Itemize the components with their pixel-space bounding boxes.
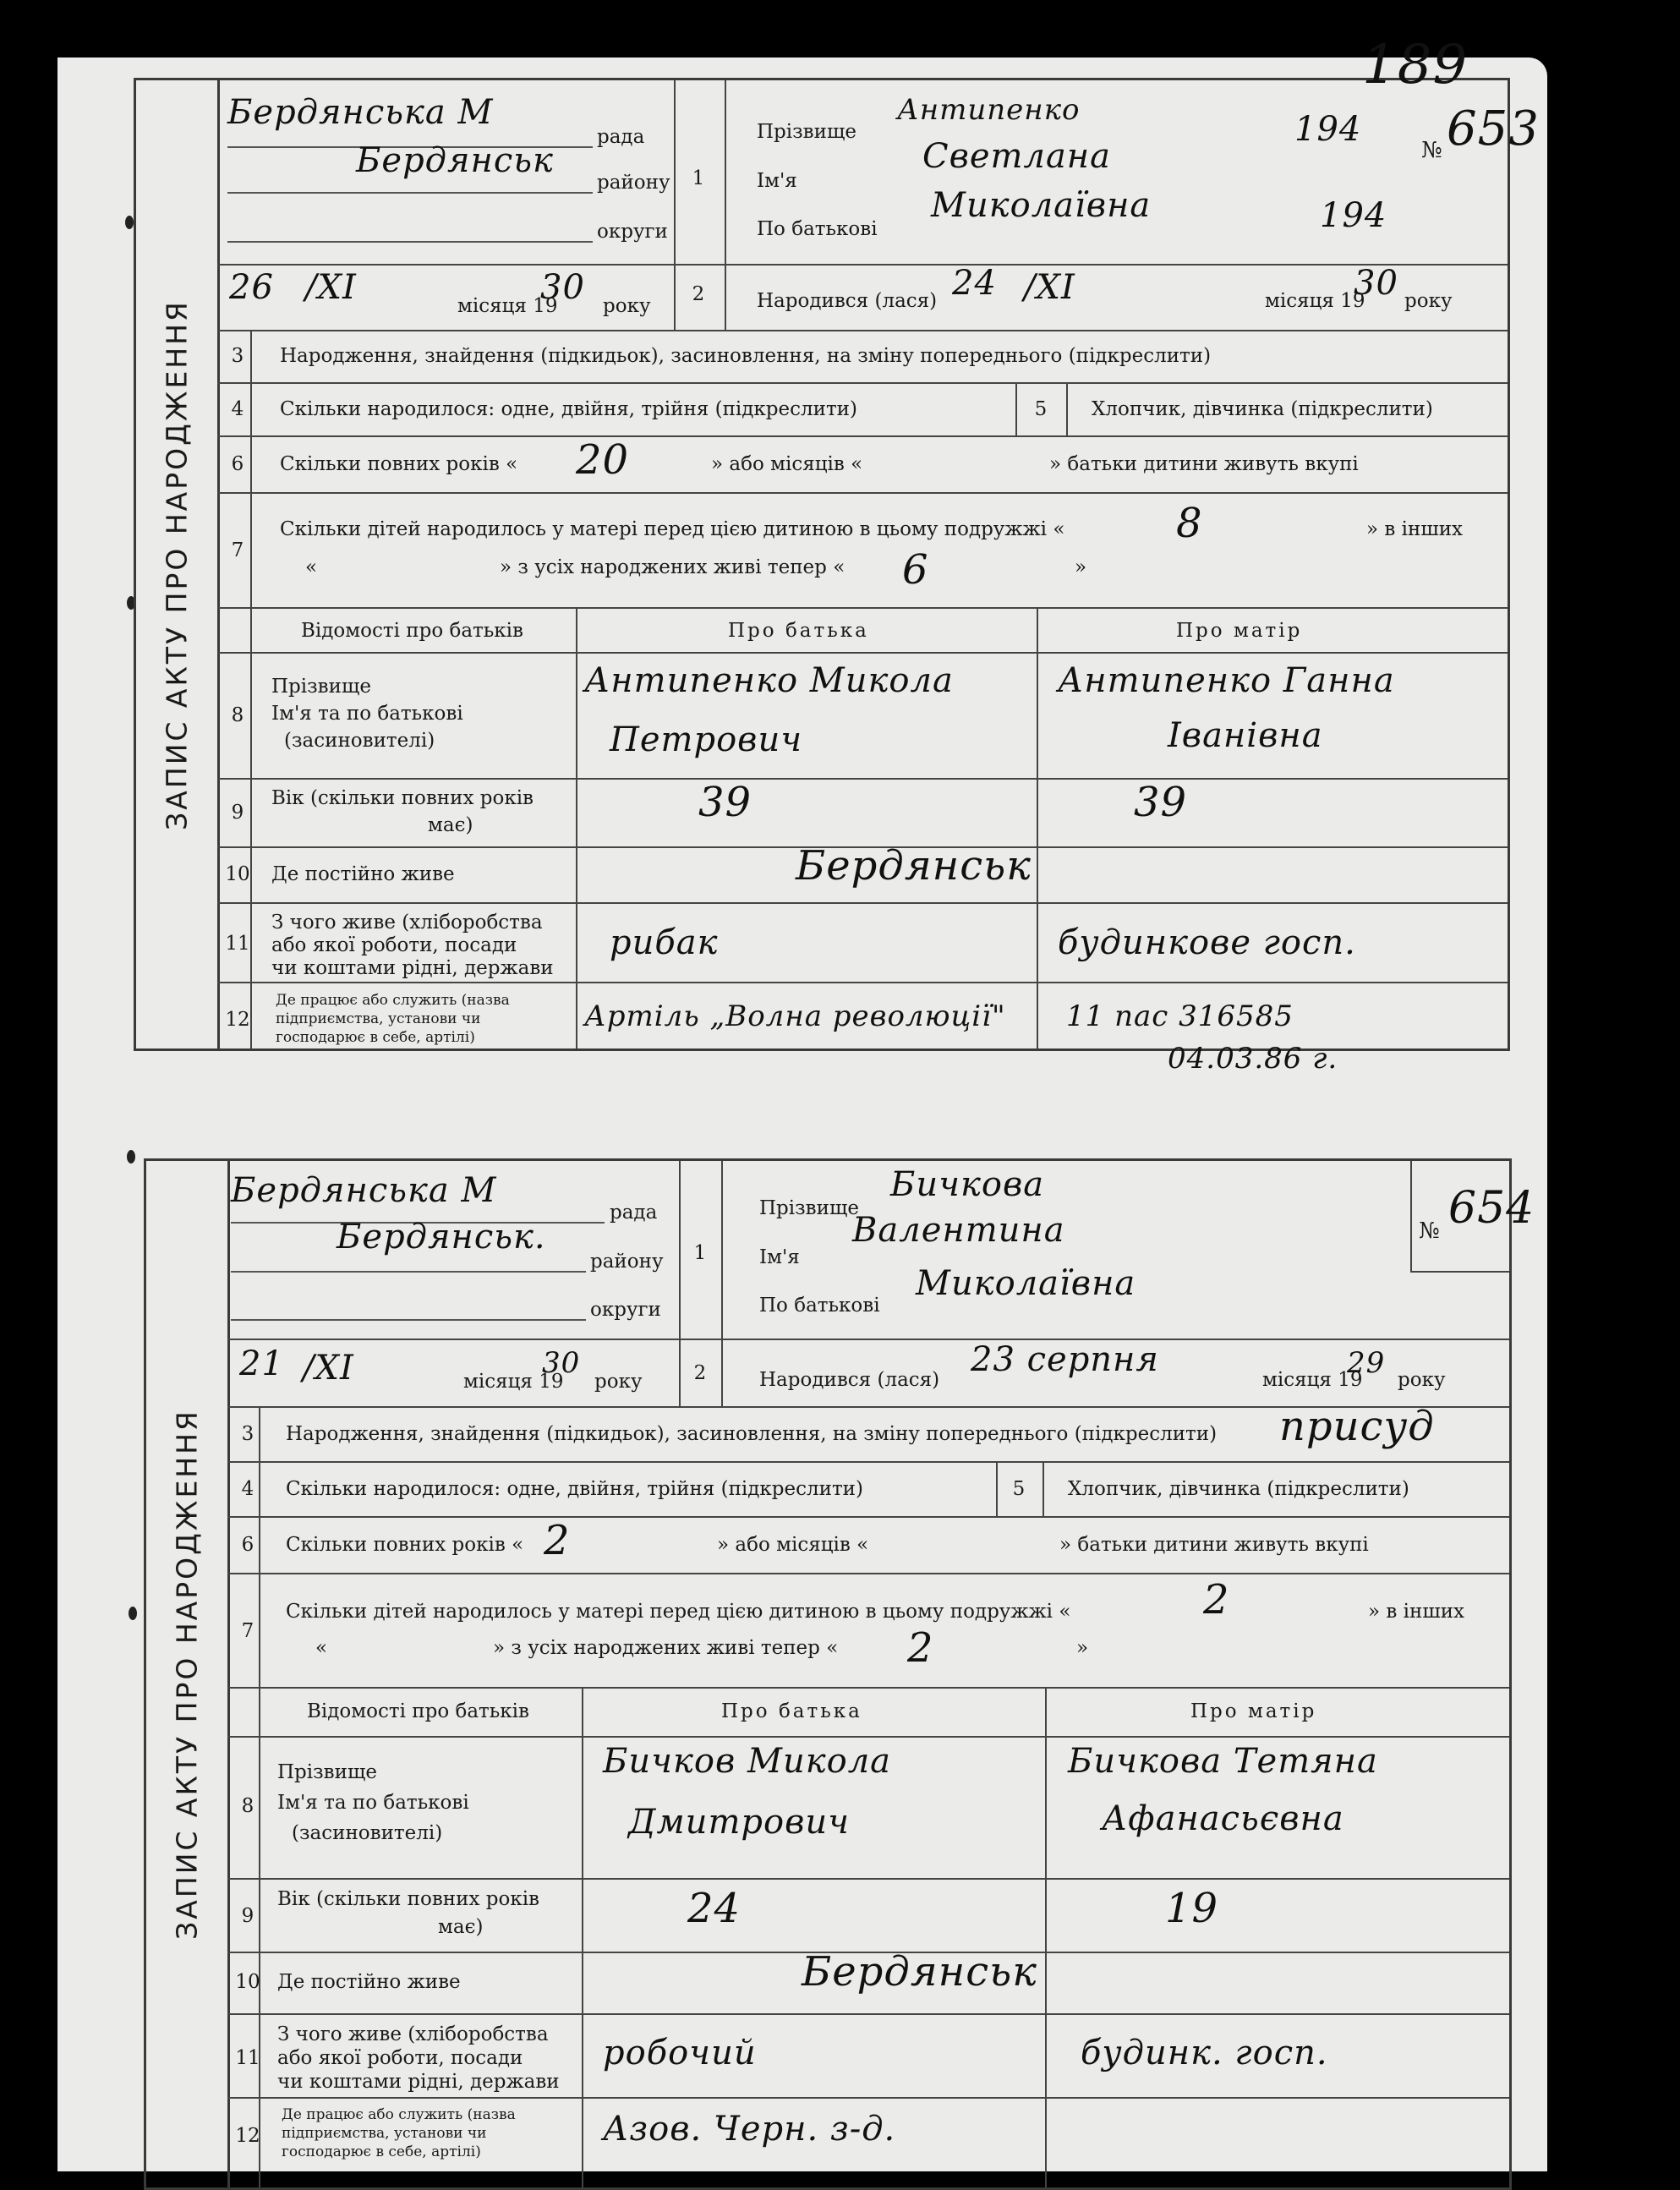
father-workplace: Артіль „Волна революції" [584, 999, 1006, 1033]
residence-label: Де постійно живе [277, 1971, 461, 1993]
row-number: 5 [1012, 1478, 1026, 1500]
father-occupation: рибак [610, 923, 719, 962]
alive-label: » з усіх народжених живі тепер « [493, 1637, 839, 1659]
residence: Бердянськ [796, 842, 1032, 890]
mother-occupation: будинкове госп. [1058, 923, 1356, 962]
occupation-label: або якої роботи, посади [271, 934, 517, 956]
registration-day: 26 [229, 268, 274, 307]
birth-year-label: року [1404, 290, 1453, 312]
parent-name-label: Прізвище [271, 676, 371, 698]
age-label: Вік (скільки повних років [277, 1888, 539, 1910]
margin-note-b: 194 [1320, 196, 1387, 235]
mother-column-header: Про матір [1176, 620, 1303, 642]
district-label: району [597, 172, 670, 194]
occupation-label: З чого живе (хліборобства [277, 2023, 549, 2045]
row-number: 3 [231, 345, 244, 367]
reg-year-label: року [603, 295, 651, 317]
birth-label: Народився (лася) [759, 1369, 940, 1391]
birth-label: Народився (лася) [757, 290, 938, 312]
row-number: 9 [241, 1905, 254, 1927]
record-number: 654 [1448, 1183, 1535, 1234]
mother-name-line1: Антипенко Ганна [1058, 661, 1395, 700]
age-label: має) [428, 814, 473, 836]
father-column-header: Про батька [721, 1700, 862, 1722]
workplace-label: підприємства, установи чи [282, 2125, 487, 2142]
registration-year: 30 [540, 268, 585, 307]
births-count-label: Скільки народилося: одне, двійня, трійня (підкреслити) [280, 398, 857, 420]
parent-name-label: Ім'я та по батькові [271, 703, 463, 725]
child-name: Светлана [922, 137, 1111, 176]
age-label: Вік (скільки повних років [271, 787, 534, 809]
parents-info-header: Відомості про батьків [307, 1700, 529, 1722]
record-sidebar: ЗАПИС АКТУ ПРО НАРОДЖЕННЯ [136, 80, 220, 1048]
row-number: 10 [225, 863, 250, 885]
row-number: 8 [241, 1795, 254, 1817]
births-count-label: Скільки народилося: одне, двійня, трійня (підкреслити) [286, 1478, 863, 1500]
workplace-label: господарює в себе, артілі) [282, 2143, 481, 2160]
other-label: » в інших [1368, 1601, 1465, 1623]
registration-day: 21 [239, 1344, 284, 1383]
quote-label: « [315, 1637, 328, 1659]
years-together-label: Скільки повних років « [280, 453, 518, 475]
patronymic-label: По батькові [759, 1295, 880, 1317]
birth-month-label: місяця 19 [1265, 290, 1365, 312]
occupation-label: чи коштами рідні, держави [271, 957, 554, 979]
council-label: рада [597, 126, 645, 148]
quote-label: » [1076, 1637, 1089, 1659]
row-number: 12 [225, 1009, 250, 1031]
mother-age: 39 [1134, 779, 1188, 826]
other-label: » в інших [1366, 518, 1464, 540]
father-age: 24 [687, 1885, 741, 1932]
margin-note-top: 189 [1362, 34, 1469, 96]
father-age: 39 [698, 779, 752, 826]
child-patronymic: Миколаївна [916, 1264, 1136, 1303]
council-label: рада [610, 1202, 658, 1224]
months-label: » або місяців « [717, 1534, 869, 1556]
mother-name-line1: Бичкова Тетяна [1068, 1742, 1378, 1781]
event-type-label: Народження, знайдення (підкидьок), засиновлення, на зміну попереднього (підкреслити) [280, 345, 1212, 367]
years-together: 20 [576, 436, 630, 484]
annotation-date: 04.03.86 г. [1168, 1042, 1338, 1076]
sex-label: Хлопчик, дівчинка (підкреслити) [1068, 1478, 1409, 1500]
record-number: 653 [1447, 101, 1540, 156]
row-number: 5 [1034, 398, 1048, 420]
birth-month: /XI [1024, 268, 1075, 307]
child-surname: Антипенко [897, 93, 1081, 127]
child-name: Валентина [852, 1211, 1065, 1250]
years-together: 2 [544, 1517, 571, 1564]
birth-record-654 [144, 1158, 1535, 2190]
number-sign: № [1421, 138, 1442, 163]
row-number: 10 [235, 1971, 260, 1993]
age-label: має) [438, 1916, 484, 1938]
child-patronymic: Миколаївна [931, 186, 1152, 225]
birth-year: 30 [1354, 264, 1398, 303]
child-surname: Бичкова [890, 1165, 1045, 1204]
mother-name-line2: Іванівна [1168, 716, 1323, 755]
children-before: 2 [1203, 1576, 1230, 1623]
row-number: 11 [235, 2047, 260, 2069]
parents-together-label: » батьки дитини живуть вкупі [1059, 1534, 1369, 1556]
region-label: округи [590, 1299, 661, 1321]
registration-month: /XI [305, 268, 357, 307]
name-label: Ім'я [759, 1246, 800, 1268]
occupation-label: або якої роботи, посади [277, 2047, 523, 2069]
region-label: округи [597, 221, 668, 243]
parent-name-label: (засиновителі) [284, 730, 435, 752]
parent-name-label: (засиновителі) [292, 1822, 443, 1844]
father-name-line1: Антипенко Микола [584, 661, 954, 700]
birth-date: 23 серпня [971, 1340, 1159, 1379]
row-number: 4 [231, 398, 244, 420]
father-name-line2: Петрович [610, 720, 803, 759]
parent-name-label: Ім'я та по батькові [277, 1792, 469, 1814]
surname-label: Прізвище [759, 1197, 859, 1219]
row-number: 12 [235, 2125, 260, 2147]
residence: Бердянськ [802, 1948, 1037, 1996]
children-before-label: Скільки дітей народилось у матері перед цією дитиною в цьому подружжі « [280, 518, 1065, 540]
district-name: Бердянськ [356, 141, 554, 180]
row-number: 8 [231, 704, 244, 726]
alive-label: » з усіх народжених живі тепер « [500, 556, 845, 578]
number-sign: № [1419, 1218, 1440, 1244]
registration-month: /XI [303, 1349, 354, 1388]
row-number: 7 [231, 539, 244, 561]
workplace-label: Де працює або служить (назва [282, 2106, 516, 2123]
residence-label: Де постійно живе [271, 863, 455, 885]
row-number: 11 [225, 933, 250, 955]
row-number: 1 [692, 167, 705, 189]
children-alive: 2 [907, 1624, 934, 1672]
mother-occupation: будинк. госп. [1081, 2034, 1328, 2072]
mother-age: 19 [1165, 1885, 1219, 1932]
father-column-header: Про батька [728, 620, 869, 642]
mother-name-line2: Афанасьєвна [1102, 1799, 1344, 1838]
parent-name-label: Прізвище [277, 1761, 377, 1783]
row-number: 7 [241, 1620, 254, 1642]
birth-month-label: місяця 19 [1262, 1369, 1363, 1391]
children-alive: 6 [902, 546, 929, 594]
birth-day: 24 [952, 264, 997, 303]
quote-label: » [1075, 556, 1087, 578]
months-label: » або місяців « [711, 453, 863, 475]
name-label: Ім'я [757, 170, 797, 192]
row-number: 6 [231, 453, 244, 475]
birth-year: 29 [1347, 1346, 1386, 1380]
registration-year: 30 [542, 1346, 581, 1380]
father-name-line2: Дмитрович [628, 1803, 850, 1842]
district-name: Бердянськ. [337, 1218, 546, 1257]
row-number: 1 [693, 1242, 707, 1264]
council-name: Бердянська М [231, 1171, 497, 1210]
reg-year-label: року [594, 1371, 643, 1393]
district-label: району [590, 1251, 664, 1273]
occupation-label: З чого живе (хліборобства [271, 912, 543, 933]
children-before-label: Скільки дітей народилось у матері перед цією дитиною в цьому подружжі « [286, 1601, 1071, 1623]
row-number: 2 [693, 1362, 707, 1384]
row-number: 9 [231, 802, 244, 824]
event-type-label: Народження, знайдення (підкидьок), засиновлення, на зміну попереднього (підкреслити) [286, 1423, 1218, 1445]
quote-label: « [305, 556, 318, 578]
years-together-label: Скільки повних років « [286, 1534, 524, 1556]
birth-year-label: року [1398, 1369, 1446, 1391]
father-workplace: Азов. Черн. з-д. [603, 2110, 896, 2149]
occupation-label: чи коштами рідні, держави [277, 2071, 560, 2093]
parents-together-label: » батьки дитини живуть вкупі [1049, 453, 1359, 475]
sex-label: Хлопчик, дівчинка (підкреслити) [1092, 398, 1433, 420]
row-number: 3 [241, 1423, 254, 1445]
punch-hole [129, 1607, 137, 1620]
workplace-label: господарює в себе, артілі) [276, 1029, 475, 1046]
father-name-line1: Бичков Микола [603, 1742, 892, 1781]
parents-info-header: Відомості про батьків [301, 620, 523, 642]
punch-hole [125, 216, 134, 229]
mother-column-header: Про матір [1190, 1700, 1317, 1722]
row-number: 2 [692, 283, 705, 305]
council-name: Бердянська М [227, 93, 494, 132]
workplace-label: Де працює або служить (назва [276, 992, 510, 1009]
event-note: присуд [1279, 1403, 1435, 1450]
workplace-label: підприємства, установи чи [276, 1010, 481, 1027]
father-occupation: робочий [603, 2034, 757, 2072]
children-before: 8 [1176, 500, 1203, 547]
surname-label: Прізвище [757, 121, 856, 143]
reg-month-label: місяця 19 [463, 1371, 564, 1393]
birth-record-653 [134, 34, 1540, 1076]
margin-note-a: 194 [1294, 110, 1362, 149]
annotation-passport: 11 пас 316585 [1066, 999, 1294, 1033]
reg-month-label: місяця 19 [457, 295, 558, 317]
row-number: 6 [241, 1534, 254, 1556]
punch-hole [127, 1150, 135, 1163]
record-sidebar: ЗАПИС АКТУ ПРО НАРОДЖЕННЯ [146, 1161, 230, 2187]
row-number: 4 [241, 1478, 254, 1500]
patronymic-label: По батькові [757, 218, 878, 240]
